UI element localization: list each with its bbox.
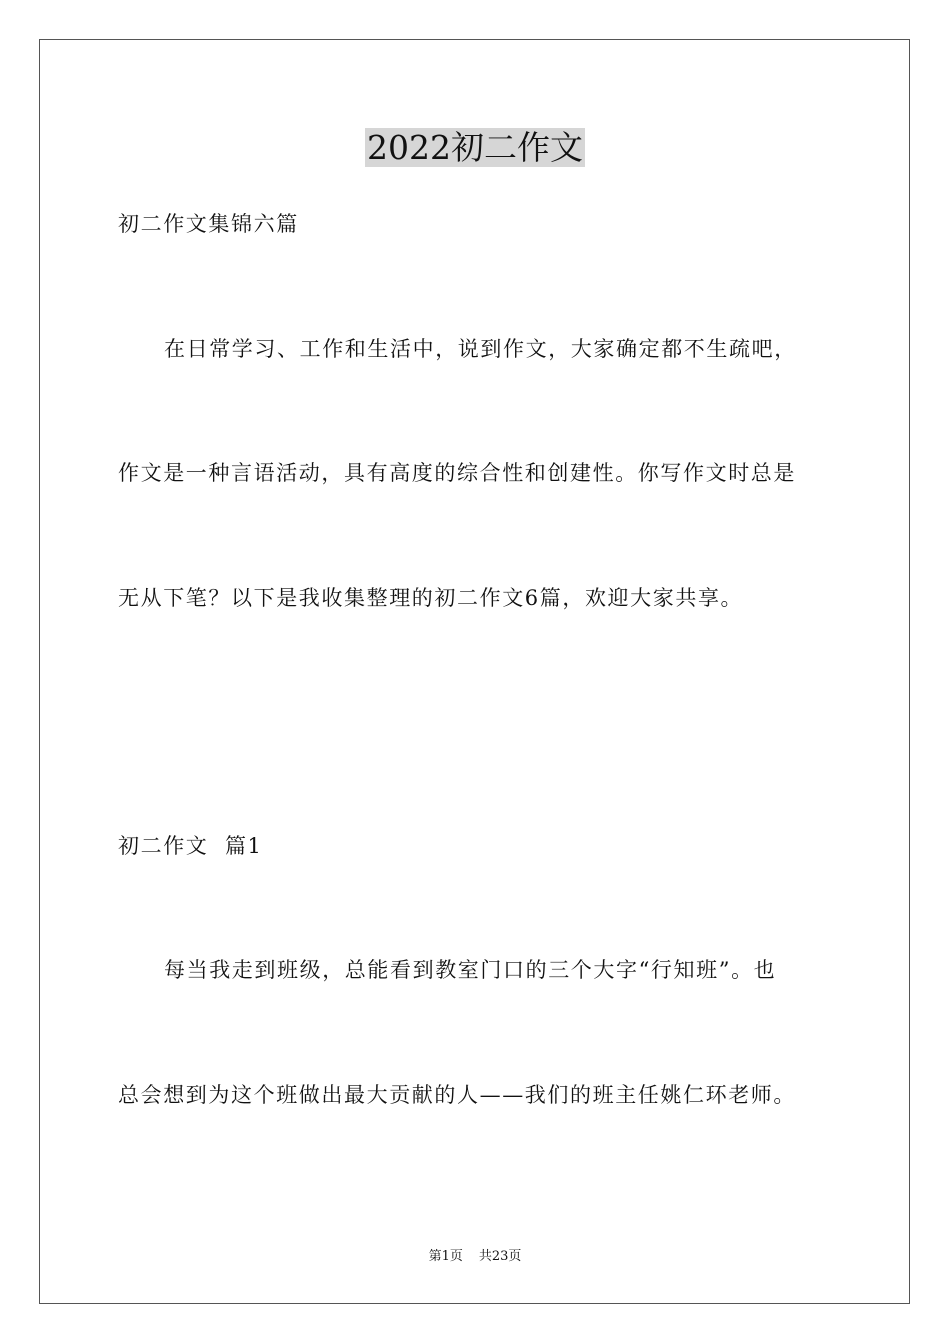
page-number-total: 共23页 — [478, 1249, 522, 1264]
section-1-line-2: 总会想到为这个班做出最大贡献的人——我们的班主任姚仁环老师。 — [118, 1083, 796, 1107]
page-number-current: 第1页 — [428, 1249, 463, 1264]
intro-paragraph-line-2: 作文是一种言语活动，具有高度的综合性和创建性。你写作文时总是 — [118, 461, 796, 485]
document-title-text: 2022初二作文 — [367, 128, 583, 167]
intro-paragraph-line-3: 无从下笔？以下是我收集整理的初二作文6篇，欢迎大家共享。 — [118, 586, 744, 610]
document-subtitle: 初二作文集锦六篇 — [118, 212, 299, 236]
document-title — [0, 126, 950, 170]
section-1-heading: 初二作文 篇1 — [118, 834, 263, 858]
section-1-line-1: 每当我走到班级，总能看到教室门口的三个大字“行知班”。也 — [164, 958, 777, 982]
intro-paragraph-line-1: 在日常学习、工作和生活中，说到作文，大家确定都不生疏吧， — [164, 337, 797, 361]
page-footer — [0, 1248, 950, 1266]
